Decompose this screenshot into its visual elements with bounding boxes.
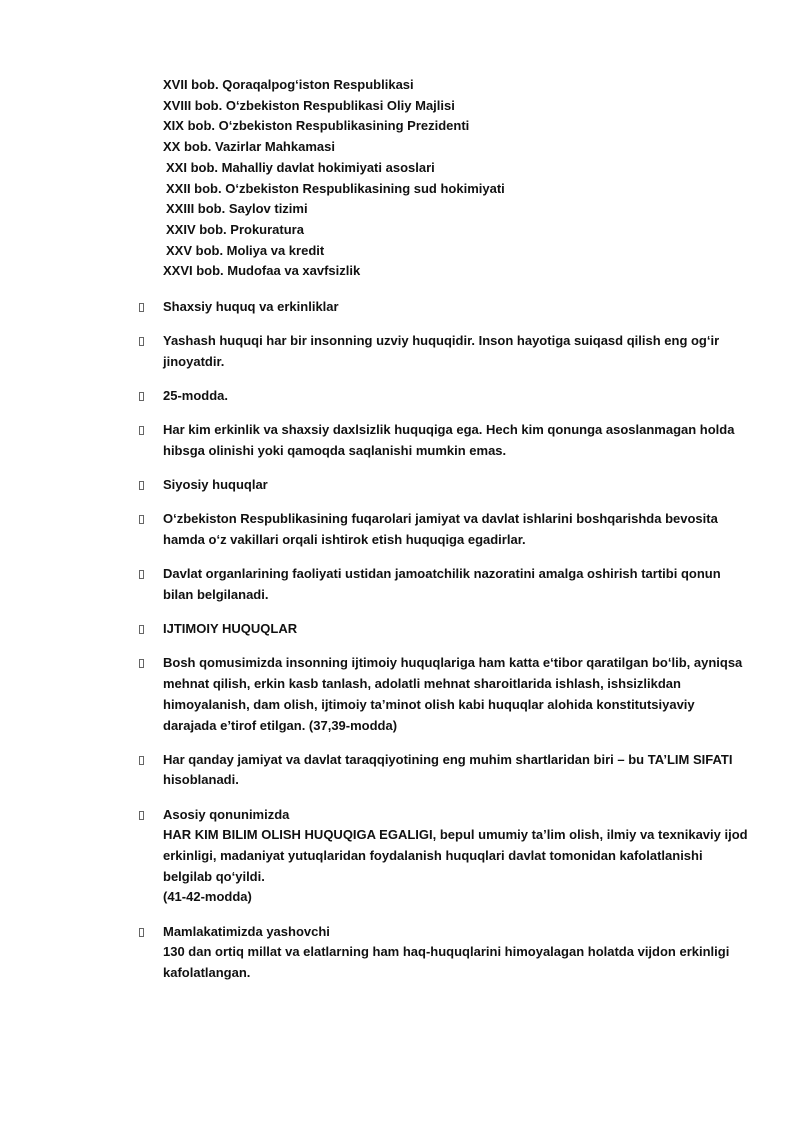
- bullet-marker-icon: [139, 570, 144, 579]
- bullet-text-line: Yashash huquqi har bir insonning uzviy huquqidir. Inson hayotiga suiqasd qilish eng og‘ir: [163, 333, 720, 349]
- bullet-text-line: Har kim erkinlik va shaxsiy daxlsizlik huquqiga ega. Hech kim qonunga asoslanmagan holda: [163, 422, 735, 438]
- bullet-text-line: Mamlakatimizda yashovchi: [163, 923, 330, 939]
- bullet-item: [0, 297, 800, 318]
- bullet-list: [0, 297, 800, 997]
- bullet-item: [0, 475, 800, 496]
- chapter-item: XXVI bob. Mudofaa va xavfsizlik: [163, 263, 361, 279]
- chapter-item: XXII bob. O‘zbekiston Respublikasining sud hokimiyati: [166, 180, 505, 196]
- bullet-marker-icon: [139, 392, 144, 401]
- bullet-text-line: belgilab qo‘yildi.: [163, 868, 265, 884]
- bullet-marker-icon: [139, 625, 144, 634]
- bullet-item: [0, 564, 800, 605]
- bullet-text-line: 130 dan ortiq millat va elatlarning ham haq-huquqlarini himoyalagan holatda vijdon erkinligi: [163, 944, 730, 960]
- bullet-item: [0, 331, 800, 372]
- bullet-marker-icon: [139, 515, 144, 524]
- bullet-text-line: bilan belgilanadi.: [163, 587, 269, 603]
- bullet-text-line: himoyalanish, dam olish, ijtimoiy ta’minot olish kabi huquqlar alohida konstitutsiyaviy: [163, 696, 695, 712]
- chapter-item: XIX bob. O‘zbekiston Respublikasining Prezidenti: [163, 118, 470, 134]
- chapter-list: [163, 75, 505, 282]
- bullet-marker-icon: [139, 426, 144, 435]
- bullet-marker-icon: [139, 756, 144, 765]
- bullet-marker-icon: [139, 481, 144, 490]
- bullet-marker-icon: [139, 337, 144, 346]
- bullet-text-line: erkinligi, madaniyat yutuqlaridan foydalanish huquqlari davlat tomonidan kafolatlanishi: [163, 848, 703, 864]
- bullet-item: [0, 805, 800, 909]
- chapter-item: XVII bob. Qoraqalpog‘iston Respublikasi: [163, 77, 414, 92]
- chapter-item: XXI bob. Mahalliy davlat hokimiyati asoslari: [166, 159, 435, 175]
- bullet-text-line: HAR KIM BILIM OLISH HUQUQIGA EGALIGI, bepul umumiy ta’lim olish, ilmiy va texnikaviy ijod: [163, 827, 748, 843]
- chapter-item: XXIII bob. Saylov tizimi: [166, 201, 308, 217]
- bullet-text-line: Davlat organlarining faoliyati ustidan jamoatchilik nazoratini amalga oshirish tartibi qonun: [163, 566, 721, 582]
- bullet-text-line: hamda o‘z vakillari orqali ishtirok etish huquqiga egadirlar.: [163, 532, 526, 548]
- bullet-text-line: hibsga olinishi yoki qamoqda saqlanishi mumkin emas.: [163, 443, 507, 459]
- bullet-marker-icon: [139, 811, 144, 820]
- bullet-text-line: mehnat qilish, erkin kasb tanlash, adolatli mehnat sharoitlarida ishlash, ishsizlikdan: [163, 676, 681, 692]
- bullet-text-line: (41-42-modda): [163, 889, 252, 905]
- bullet-item: [0, 922, 800, 984]
- bullet-text-line: Har qanday jamiyat va davlat taraqqiyotining eng muhim shartlaridan biri – bu TA’LIM SIFATI: [163, 751, 733, 767]
- bullet-text-line: Shaxsiy huquq va erkinliklar: [163, 299, 339, 314]
- bullet-item: [0, 619, 800, 640]
- bullet-text-line: hisoblanadi.: [163, 772, 239, 788]
- bullet-text-line: 25-modda.: [163, 388, 229, 404]
- bullet-text-line: darajada e’tirof etilgan. (37,39-modda): [163, 717, 398, 733]
- bullet-marker-icon: [139, 303, 144, 312]
- bullet-marker-icon: [139, 928, 144, 937]
- chapter-item: XX bob. Vazirlar Mahkamasi: [163, 139, 335, 155]
- bullet-text-line: IJTIMOIY HUQUQLAR: [163, 621, 298, 637]
- bullet-item: [0, 386, 800, 407]
- bullet-text-line: kafolatlangan.: [163, 965, 251, 981]
- chapter-item: XXIV bob. Prokuratura: [166, 221, 304, 237]
- bullet-item: [0, 509, 800, 550]
- bullet-marker-icon: [139, 659, 144, 668]
- bullet-text-line: Siyosiy huquqlar: [163, 477, 268, 493]
- bullet-text-line: Asosiy qonunimizda: [163, 806, 290, 822]
- bullet-text-line: O‘zbekiston Respublikasining fuqarolari jamiyat va davlat ishlarini boshqarishda bevosita: [163, 511, 718, 527]
- bullet-item: [0, 750, 800, 791]
- bullet-item: [0, 653, 800, 736]
- chapter-item: XXV bob. Moliya va kredit: [166, 242, 325, 258]
- chapter-item: XVIII bob. O‘zbekiston Respublikasi Oliy Majlisi: [163, 97, 455, 113]
- bullet-text-line: Bosh qomusimizda insonning ijtimoiy huquqlariga ham katta e‘tibor qaratilgan bo‘lib, ayniqsa: [163, 655, 743, 671]
- bullet-text-line: jinoyatdir.: [163, 353, 225, 369]
- bullet-item: [0, 420, 800, 461]
